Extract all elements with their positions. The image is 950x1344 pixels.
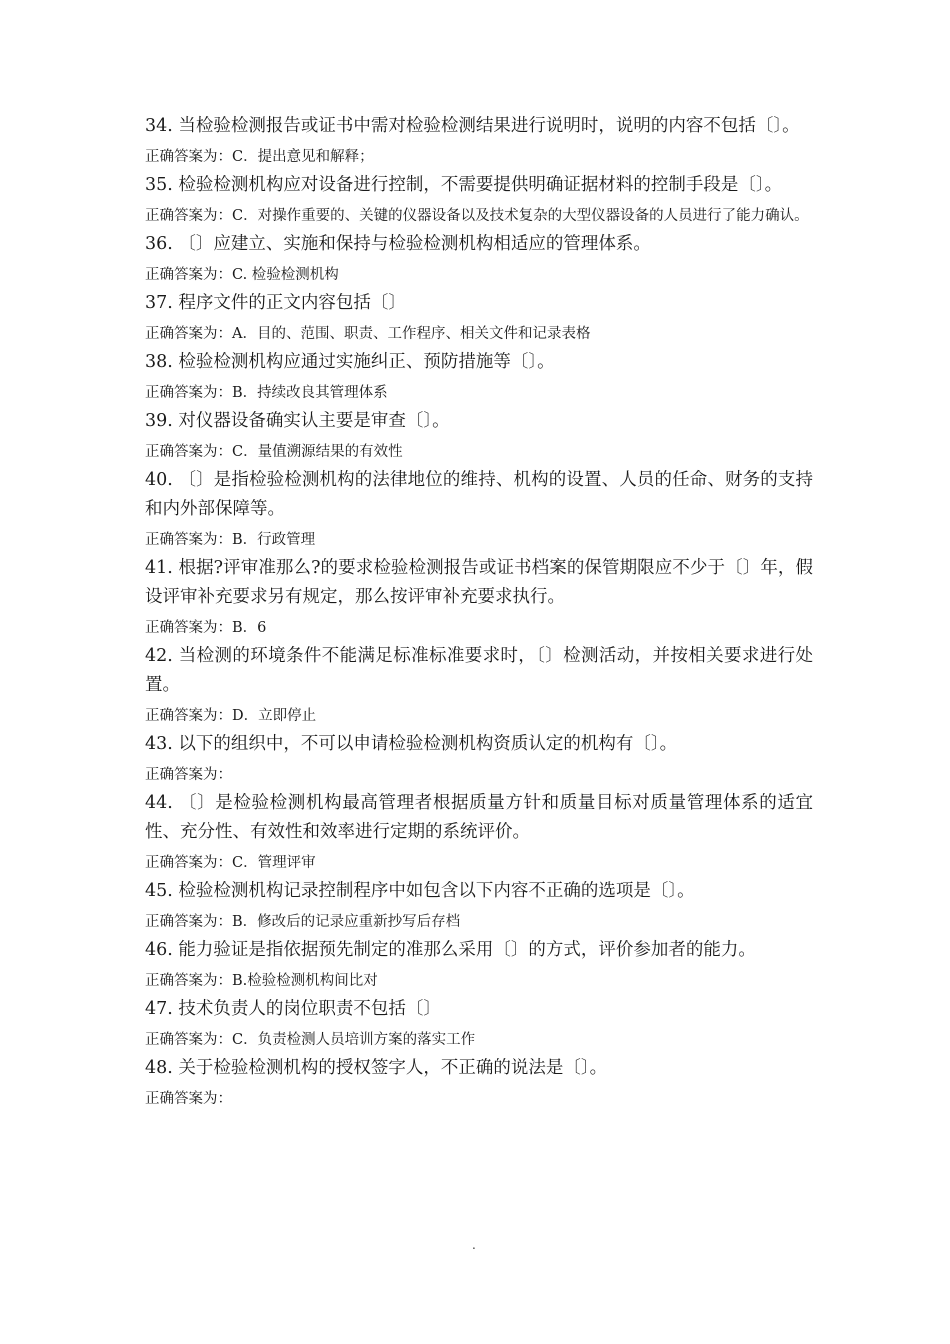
question-43: 43. 以下的组织中，不可以申请检验检测机构资质认定的机构有〔〕。	[145, 734, 678, 754]
question-41: 41. 根据?评审准那么?的要求检验检测报告或证书档案的保管期限应不少于〔〕年，假设评审补充要求另有规定，那么按评审补充要求执行。	[145, 558, 813, 607]
question-45: 45. 检验检测机构记录控制程序中如包含以下内容不正确的选项是〔〕。	[145, 881, 695, 901]
answer-45: 正确答案为：B．修改后的记录应重新抄写后存档	[145, 914, 461, 930]
question-48: 48. 关于检验检测机构的授权签字人，不正确的说法是〔〕。	[145, 1058, 608, 1078]
answer-43: 正确答案为：	[145, 767, 232, 783]
question-40: 40. 〔〕是指检验检测机构的法律地位的维持、机构的设置、人员的任命、财务的支持和内外部保障等。	[145, 470, 813, 519]
question-37: 37. 程序文件的正文内容包括〔〕	[145, 293, 406, 313]
answer-35: 正确答案为：C．对操作重要的、关键的仪器设备以及技术复杂的大型仪器设备的人员进行了能力确认。	[145, 208, 809, 224]
answer-47: 正确答案为：C．负责检测人员培训方案的落实工作	[145, 1032, 476, 1048]
question-47: 47. 技术负责人的岗位职责不包括〔〕	[145, 999, 441, 1019]
question-46: 46. 能力验证是指依据预先制定的准那么采用〔〕的方式，评价参加者的能力。	[145, 940, 756, 960]
question-44: 44. 〔〕是检验检测机构最高管理者根据质量方针和质量目标对质量管理体系的适宜性、充分性、有效性和效率进行定期的系统评价。	[145, 793, 813, 842]
answer-46: 正确答案为：B.检验检测机构间比对	[145, 973, 378, 989]
question-42: 42. 当检测的环境条件不能满足标准标准要求时，〔〕检测活动，并按相关要求进行处置。	[145, 646, 813, 695]
answer-41: 正确答案为：B．6	[145, 620, 267, 636]
question-34: 34. 当检验检测报告或证书中需对检验检测结果进行说明时，说明的内容不包括〔〕。	[145, 116, 800, 136]
answer-40: 正确答案为：B．行政管理	[145, 532, 316, 548]
answer-36: 正确答案为：C. 检验检测机构	[145, 267, 339, 283]
answer-39: 正确答案为：C．量值溯源结果的有效性	[145, 444, 403, 460]
answer-42: 正确答案为：D．立即停止	[145, 708, 317, 724]
question-39: 39. 对仪器设备确实认主要是审查〔〕。	[145, 411, 450, 431]
question-list	[145, 112, 813, 1113]
answer-44: 正确答案为：C．管理评审	[145, 855, 316, 871]
question-38: 38. 检验检测机构应通过实施纠正、预防措施等〔〕。	[145, 352, 555, 372]
answer-37: 正确答案为：A．目的、范围、职责、工作程序、相关文件和记录表格	[145, 326, 591, 342]
answer-38: 正确答案为：B．持续改良其管理体系	[145, 385, 388, 401]
answer-48: 正确答案为：	[145, 1091, 232, 1107]
page-footer-mark: .	[472, 1238, 476, 1252]
question-36: 36. 〔〕应建立、实施和保持与检验检测机构相适应的管理体系。	[145, 234, 651, 254]
answer-34: 正确答案为：C．提出意见和解释；	[145, 149, 374, 165]
question-35: 35. 检验检测机构应对设备进行控制，不需要提供明确证据材料的控制手段是〔〕。	[145, 175, 783, 195]
